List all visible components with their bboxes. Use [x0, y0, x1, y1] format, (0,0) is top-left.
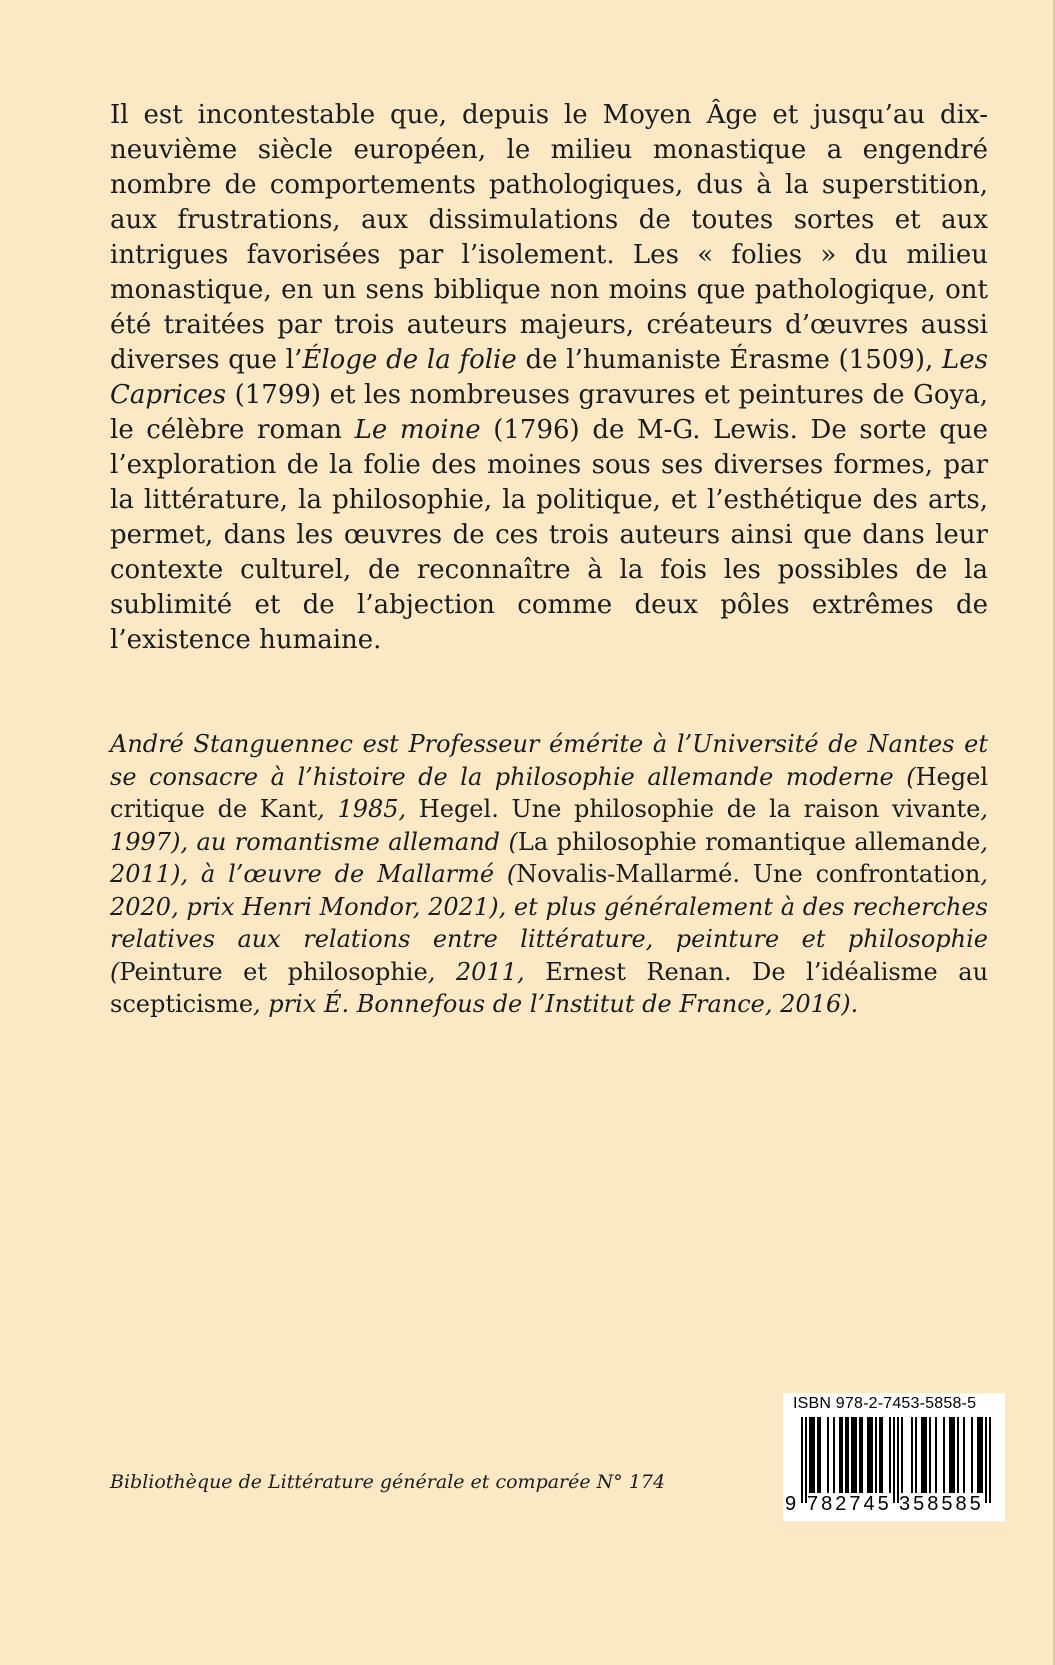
bio-text-segment: Novalis-Mallarmé. Une confrontation	[516, 860, 981, 888]
barcode-bar	[953, 1417, 955, 1493]
barcode-bar	[889, 1417, 891, 1493]
barcode-bar	[979, 1417, 981, 1493]
barcode-bar	[925, 1417, 927, 1493]
blurb-text-segment: Il est incontestable que, depuis le Moyen Âge et jusqu’au dix-neuvième siècle européen, le milieu monastique a engendré nombre de comportements pathologiques, dus à la superstition, aux frustrations, aux dissimulations de toutes sortes et aux intrigues favorisées par l’isolement. Les « folies » du milieu monastique, en un sens biblique non moins que pathologique, ont été traitées par trois auteurs majeurs, créateurs d’œuvres aussi diverses que l’	[110, 100, 988, 375]
ean-digits	[783, 1493, 1005, 1519]
barcode-bar	[811, 1417, 813, 1493]
barcode-bar	[901, 1417, 903, 1493]
blurb-text-segment: Les Caprices	[110, 345, 988, 410]
barcode-bar	[845, 1417, 847, 1493]
barcode-bar	[977, 1417, 979, 1493]
barcode-bar	[827, 1417, 829, 1493]
blurb-text-segment: Éloge de la folie	[302, 345, 517, 375]
blurb-text-segment: (1796) de M-G. Lewis. De sorte que l’exploration de la folie des moines sous ses diverses formes, par la littérature, la philosophie, la politique, et l’esthétique des arts, permet, dans les œuvres de ces trois auteurs ainsi que dans leur contexte culturel, de reconnaître à la fois les possibles de la sublimité et de l’abjection comme deux pôles extrêmes de l’existence humaine.	[110, 415, 988, 655]
barcode-bar	[879, 1417, 881, 1493]
barcode-bar	[957, 1417, 959, 1493]
barcode-bar	[861, 1417, 863, 1493]
isbn-label: ISBN 978-2-7453-5858-5	[793, 1395, 977, 1412]
barcode-bar	[971, 1417, 973, 1493]
barcode-bar	[921, 1417, 923, 1493]
barcode-bar	[867, 1417, 869, 1493]
barcode-bar	[949, 1417, 951, 1493]
barcode-bar	[951, 1417, 953, 1493]
ean-left-group: 782745	[807, 1493, 892, 1515]
bio-text-segment: André Stanguennec est Professeur émérite à l’Université de Nantes et se consacre à l’histoire de la philosophie allemande moderne (	[110, 730, 988, 791]
bio-text-segment: La philosophie romantique allemande	[517, 827, 981, 856]
barcode-bar	[981, 1417, 983, 1493]
barcode-bar	[847, 1417, 849, 1493]
bio-text-segment: , 1997), au romantisme allemand (	[110, 795, 988, 856]
barcode-bar	[833, 1417, 835, 1493]
series-name: Bibliothèque de Littérature générale et comparée N° 174	[110, 1471, 666, 1493]
barcode-bar	[853, 1417, 855, 1493]
bio-text-segment: Ernest Renan. De l’idéalisme au scepticisme	[110, 957, 989, 1018]
barcode-bar	[805, 1417, 807, 1503]
barcode-bar	[985, 1417, 987, 1503]
barcode-bar	[897, 1417, 899, 1503]
barcode-bar	[929, 1417, 931, 1493]
bio-text-segment: , 2011), à l’œuvre de Mallarmé (	[110, 827, 988, 888]
blurb-text-segment: (1799) et les nombreuses gravures et peintures de Goya, le célèbre roman	[110, 380, 988, 445]
barcode-bar	[851, 1417, 853, 1493]
bio-text-segment: Hegel critique de Kant	[110, 762, 988, 823]
barcode-bar	[813, 1417, 815, 1493]
ean-right-group: 358585	[899, 1493, 984, 1515]
barcode-bar	[871, 1417, 873, 1493]
barcode-bar	[923, 1417, 925, 1493]
barcode-bar	[881, 1417, 883, 1493]
isbn-barcode-box	[783, 1393, 1005, 1521]
barcode-bar	[935, 1417, 937, 1493]
author-bio-paragraph	[110, 728, 988, 1021]
barcode-bar	[817, 1417, 819, 1493]
bio-text-segment: Hegel. Une philosophie de la raison vivante	[418, 795, 981, 823]
barcode-bar	[963, 1417, 965, 1493]
bio-text-segment: , 1985,	[317, 795, 419, 823]
barcode-bar	[869, 1417, 871, 1493]
blurb-text-segment: Le moine	[354, 415, 481, 445]
barcode-bar	[875, 1417, 877, 1493]
bio-text-segment: Peinture et philosophie	[119, 957, 428, 986]
barcode-bar	[819, 1417, 821, 1493]
blurb-text-segment: de l’humaniste Érasme (1509),	[516, 345, 942, 375]
barcode-bar	[915, 1417, 917, 1493]
barcode-bar	[855, 1417, 857, 1493]
blurb-paragraph	[110, 98, 988, 658]
barcode-bar	[989, 1417, 991, 1503]
barcode-bar	[801, 1417, 803, 1503]
barcode-bar	[809, 1417, 811, 1493]
bio-text-segment: , prix É. Bonnefous de l’Institut de France, 2016).	[253, 990, 859, 1018]
barcode-bar	[841, 1417, 843, 1493]
barcode-bar	[911, 1417, 913, 1493]
barcode-bar	[859, 1417, 861, 1493]
bio-text-segment: , 2020, prix Henri Mondor, 2021), et plus généralement à des recherches relatives aux relations entre littérature, peinture et philosophie (	[110, 860, 989, 986]
ean-first-digit: 9	[785, 1493, 797, 1515]
barcode-bar	[943, 1417, 945, 1493]
bio-text-segment: , 2011,	[427, 957, 546, 986]
barcode-bar	[839, 1417, 841, 1493]
barcode-bar	[893, 1417, 895, 1503]
